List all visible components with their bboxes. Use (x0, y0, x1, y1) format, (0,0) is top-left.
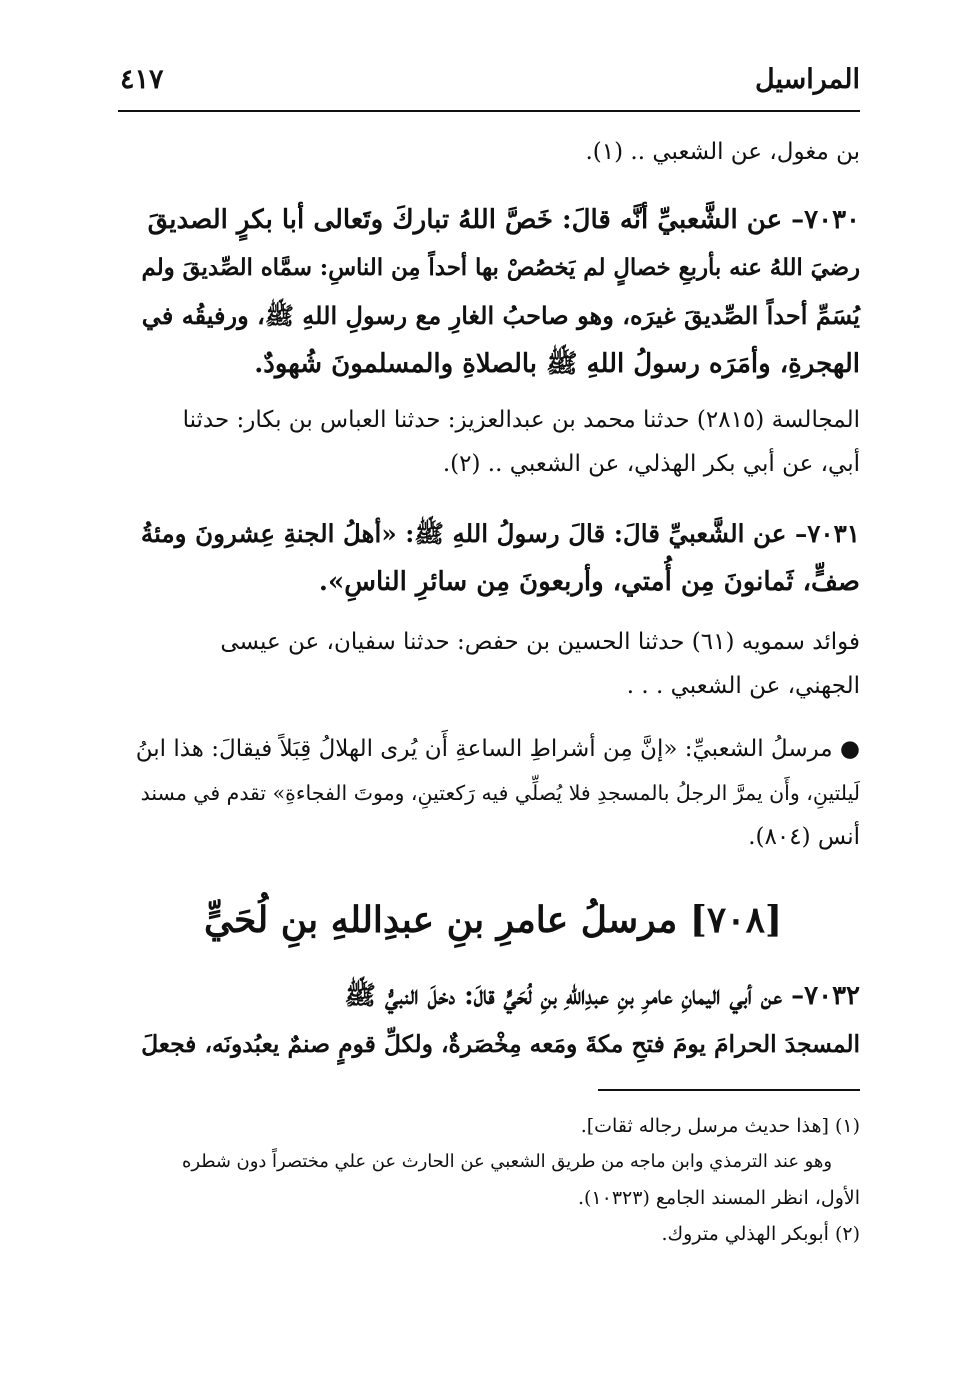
hadith-7031 (126, 510, 860, 606)
page-number: ٤١٧ (120, 64, 164, 95)
footnote-divider (598, 1089, 860, 1091)
text-line-content: عن أبي اليمانِ عامرِ بنِ عبدِاللهِ بنِ لُحَيٍّ قالَ: دخلَ النبيُّ ﷺ (344, 981, 783, 1011)
text-line-content: مرسلُ الشعبيِّ: «إنَّ مِن أشراطِ الساعةِ أَن يُرى الهلالُ قِبَلاً فيقالَ: هذا ابنُ (135, 736, 833, 762)
footnotes (126, 1108, 860, 1252)
text-line: أنس (٨٠٤). (748, 824, 860, 850)
continuation-paragraph (126, 130, 860, 174)
text-line: الجهني، عن الشعبي . . . (626, 673, 860, 699)
source-citation (126, 620, 860, 708)
running-title: المراسيل (755, 64, 860, 95)
hadith-number: ٧٠٣٠– (791, 205, 860, 235)
text-line: رضيَ اللهُ عنه بأربعِ خصالٍ لم يَخصُصْ بها أحداً مِن الناسِ: سمَّاه الصِّديقَ ولم (141, 255, 860, 281)
text-line (126, 727, 860, 771)
text-line: أبي، عن أبي بكر الهذلي، عن الشعبي .. (٢). (442, 451, 860, 477)
text-line: فوائد سمويه (٦١) حدثنا الحسين بن حفص: حدثنا سفيان، عن عيسى (220, 629, 860, 655)
header-divider (118, 110, 860, 112)
text-line: لَيلتينِ، وأَن يمرَّ الرجلُ بالمسجدِ فلا يُصلِّي فيه رَكعتينِ، وموتَ الفجاءةِ» تقدم في مسند (140, 781, 860, 805)
hadith-number: ٧٠٣٢– (791, 981, 860, 1011)
text-line (126, 510, 860, 558)
text-line: المجالسة (٢٨١٥) حدثنا محمد بن عبدالعزيز: حدثنا العباس بن بكار: حدثنا (182, 407, 860, 433)
text-line: بن مغول، عن الشعبي .. (١). (585, 139, 860, 165)
text-line: المسجدَ الحرامَ يومَ فتحِ مكةَ ومَعه مِخْصَرةٌ، ولكلِّ قومٍ صنمٌ يعبُدونَه، فجعلَ (141, 1030, 860, 1058)
text-line (126, 972, 860, 1020)
text-line: صفٍّ، ثَمانونَ مِن أُمتي، وأربعونَ مِن سائرِ الناسِ». (318, 567, 860, 597)
footnote-1: (١) [هذا حديث مرسل رجاله ثقات]. (580, 1115, 860, 1137)
text-line: يُسَمِّ أحداً الصِّديقَ غيرَه، وهو صاحبُ الغارِ مع رسولِ اللهِ ﷺ، ورفيقُه في (141, 301, 860, 330)
text-line: الهجرةِ، وأمَرَه رسولُ اللهِ ﷺ بالصلاةِ والمسلمونَ شُهودٌ. (254, 349, 860, 379)
hadith-7032 (126, 972, 860, 1068)
hadith-number: ٧٠٣١– (794, 519, 860, 548)
footnote-1-detail: الأول، انظر المسند الجامع (١٠٣٢٣). (577, 1187, 860, 1209)
text-line-content: عن الشَّعبيِّ قالَ: قالَ رسولُ اللهِ ﷺ: «أهلُ الجنةِ عِشرونَ ومئةُ (140, 519, 787, 548)
source-citation (126, 398, 860, 486)
footnote-1-detail: وهو عند الترمذي وابن ماجه من طريق الشعبي عن الحارث عن علي مختصراً دون شطره (181, 1151, 832, 1172)
mursal-note (126, 727, 860, 859)
text-line (126, 196, 860, 244)
bullet-icon: ● (839, 736, 860, 762)
chapter-heading: [٧٠٨] مرسلُ عامرِ بنِ عبدِاللهِ بنِ لُحَيٍّ (204, 899, 782, 941)
text-line-content: عن الشَّعبيِّ أنَّه قالَ: خَصَّ اللهُ تباركَ وتَعالى أبا بكرٍ الصديقَ (147, 205, 783, 235)
hadith-7030 (126, 196, 860, 388)
footnote-2: (٢) أبوبكر الهذلي متروك. (661, 1223, 860, 1245)
page-header (118, 64, 860, 104)
